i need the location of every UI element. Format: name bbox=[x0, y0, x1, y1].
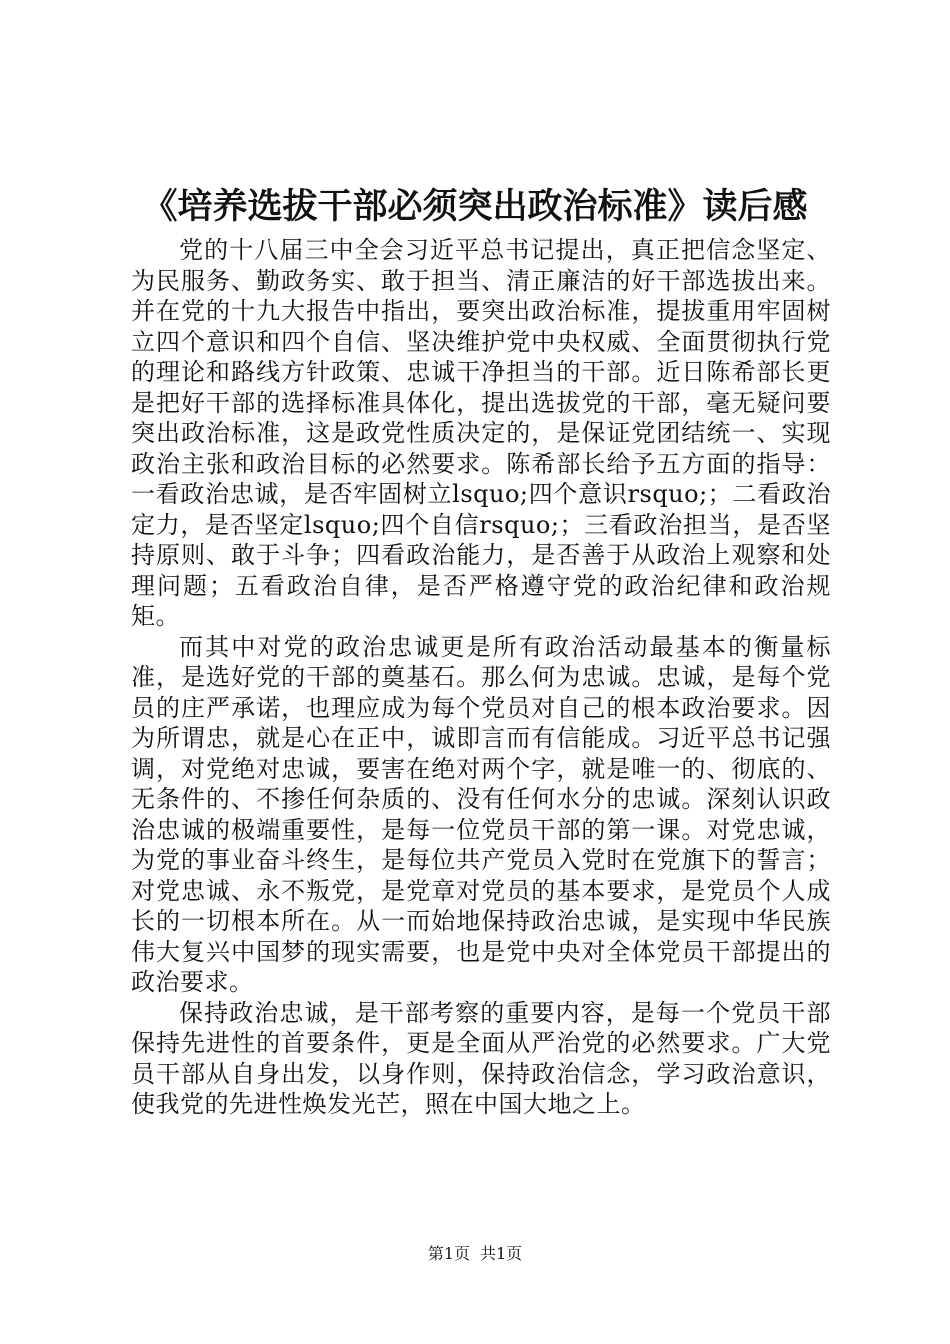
document-body bbox=[131, 235, 831, 1120]
paragraph-2: 而其中对党的政治忠诚更是所有政治活动最基本的衡量标准，是选好党的干部的奠基石。那么何为忠诚。忠诚，是每个党员的庄严承诺，也理应成为每个党员对自己的根本政治要求。因为所谓忠，就是心在正中，诚即言而有信能成。习近平总书记强调，对党绝对忠诚，要害在绝对两个字，就是唯一的、彻底的、无条件的、不掺任何杂质的、没有任何水分的忠诚。深刻认识政治忠诚的极端重要性，是每一位党员干部的第一课。对党忠诚，为党的事业奋斗终生，是每位共产党员入党时在党旗下的誓言；对党忠诚、永不叛党，是党章对党员的基本要求，是党员个人成长的一切根本所在。从一而始地保持政治忠诚，是实现中华民族伟大复兴中国梦的现实需要，也是党中央对全体党员干部提出的政治要求。 bbox=[131, 632, 831, 996]
page-number: 第1页 bbox=[427, 1244, 470, 1263]
page-total: 共1页 bbox=[480, 1244, 523, 1263]
page-footer bbox=[0, 1244, 950, 1264]
paragraph-3: 保持政治忠诚，是干部考察的重要内容，是每一个党员干部保持先进性的首要条件，更是全面从严治党的必然要求。广大党员干部从自身出发，以身作则，保持政治信念，学习政治意识，使我党的先进性焕发光芒，照在中国大地之上。 bbox=[131, 998, 831, 1118]
paragraph-1: 党的十八届三中全会习近平总书记提出，真正把信念坚定、为民服务、勤政务实、敢于担当、清正廉洁的好干部选拔出来。并在党的十九大报告中指出，要突出政治标准，提拔重用牢固树立四个意识和四个自信、坚决维护党中央权威、全面贯彻执行党的理论和路线方针政策、忠诚干净担当的干部。近日陈希部长更是把好干部的选择标准具体化，提出选拔党的干部，毫无疑问要突出政治标准，这是政党性质决定的，是保证党团结统一、实现政治主张和政治目标的必然要求。陈希部长给予五方面的指导：一看政治忠诚，是否牢固树立lsquo;四个意识rsquo;；二看政治定力，是否坚定lsquo;四个自信rsquo;；三看政治担当，是否坚持原则、敢于斗争；四看政治能力，是否善于从政治上观察和处理问题；五看政治自律，是否严格遵守党的政治纪律和政治规矩。 bbox=[131, 236, 831, 630]
document-title: 《培养选拔干部必须突出政治标准》读后感 bbox=[142, 186, 808, 227]
